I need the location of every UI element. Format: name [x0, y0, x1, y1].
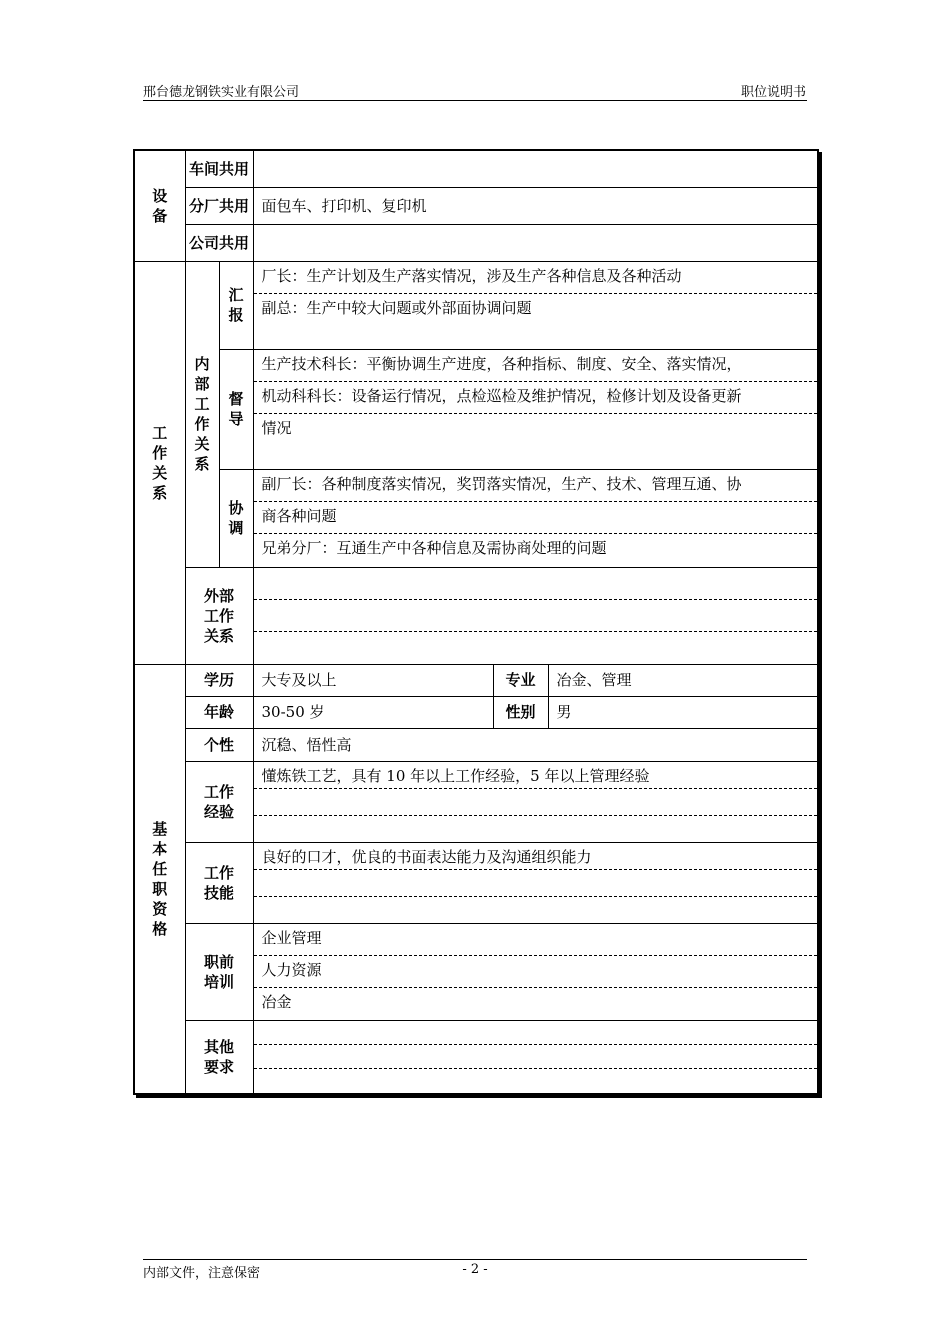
other-lines [253, 1020, 818, 1094]
page-number: - 2 - [462, 1262, 488, 1277]
footer-note: 内部文件，注意保密 [143, 1266, 261, 1281]
value-branch-shared: 面包车、打印机、复印机 [253, 187, 818, 224]
training-line: 冶金 [261, 992, 292, 1011]
training-lines [253, 923, 818, 1020]
supervise-line: 情况 [261, 418, 292, 437]
supervise-lines [253, 349, 818, 469]
section-equipment: 设 备 [134, 150, 185, 261]
value-gender: 男 [548, 696, 818, 728]
report-line: 副总：生产中较大问题或外部面协调问题 [261, 298, 532, 317]
header-rule [143, 100, 807, 101]
label-workshop-shared: 车间共用 [185, 150, 253, 187]
external-line [254, 632, 818, 664]
other-line [254, 1069, 818, 1093]
experience-line [254, 816, 818, 842]
other-line [254, 1045, 818, 1069]
label-other-requirements: 其他 要求 [185, 1020, 253, 1094]
skills-line [254, 897, 818, 923]
label-major: 专业 [493, 664, 548, 696]
footer-rule [143, 1259, 807, 1260]
skills-line: 良好的口才，优良的书面表达能力及沟通组织能力 [254, 843, 818, 870]
label-education: 学历 [185, 664, 253, 696]
section-basic-qualifications: 基 本 任 职 资 格 [134, 664, 185, 1094]
supervise-line: 机动科科长：设备运行情况，点检巡检及维护情况，检修计划及设备更新 [254, 382, 818, 414]
training-line: 人力资源 [254, 956, 818, 988]
value-education: 大专及以上 [253, 664, 493, 696]
value-company-shared [253, 224, 818, 261]
experience-lines [253, 761, 818, 842]
value-major: 冶金、管理 [548, 664, 818, 696]
coordinate-lines [253, 469, 818, 567]
value-workshop-shared [253, 150, 818, 187]
label-supervise: 督 导 [219, 349, 253, 469]
external-line [254, 600, 818, 632]
label-internal-relations: 内 部 工 作 关 系 [185, 261, 219, 567]
label-external-relations: 外部 工作 关系 [185, 567, 253, 664]
skills-lines [253, 842, 818, 923]
external-line [254, 568, 818, 600]
label-pre-job-training: 职前 培训 [185, 923, 253, 1020]
label-work-skills: 工作 技能 [185, 842, 253, 923]
header-company: 邢台德龙钢铁实业有限公司 [143, 85, 300, 100]
label-personality: 个性 [185, 728, 253, 761]
experience-line: 懂炼铁工艺，具有 10 年以上工作经验，5 年以上管理经验 [254, 762, 818, 789]
experience-line [254, 789, 818, 816]
value-personality: 沉稳、悟性高 [253, 728, 818, 761]
supervise-line: 生产技术科长：平衡协调生产进度，各种指标、制度、安全、落实情况， [254, 350, 818, 382]
section-work-relations: 工 作 关 系 [134, 261, 185, 664]
report-lines [253, 261, 818, 349]
value-age: 30-50 岁 [253, 696, 493, 728]
label-company-shared: 公司共用 [185, 224, 253, 261]
label-age: 年龄 [185, 696, 253, 728]
job-description-table [133, 149, 819, 1095]
header-doc-type: 职位说明书 [740, 85, 806, 100]
external-lines [253, 567, 818, 664]
coordinate-line: 商各种问题 [254, 502, 818, 534]
label-report: 汇 报 [219, 261, 253, 349]
other-line [254, 1021, 818, 1045]
training-line: 企业管理 [254, 924, 818, 956]
coordinate-line: 兄弟分厂：互通生产中各种信息及需协商处理的问题 [261, 538, 607, 557]
label-coordinate: 协 调 [219, 469, 253, 567]
label-branch-shared: 分厂共用 [185, 187, 253, 224]
label-work-experience: 工作 经验 [185, 761, 253, 842]
skills-line [254, 870, 818, 897]
coordinate-line: 副厂长：各种制度落实情况，奖罚落实情况，生产、技术、管理互通、协 [254, 470, 818, 502]
label-gender: 性别 [493, 696, 548, 728]
report-line: 厂长：生产计划及生产落实情况，涉及生产各种信息及各种活动 [254, 262, 818, 294]
